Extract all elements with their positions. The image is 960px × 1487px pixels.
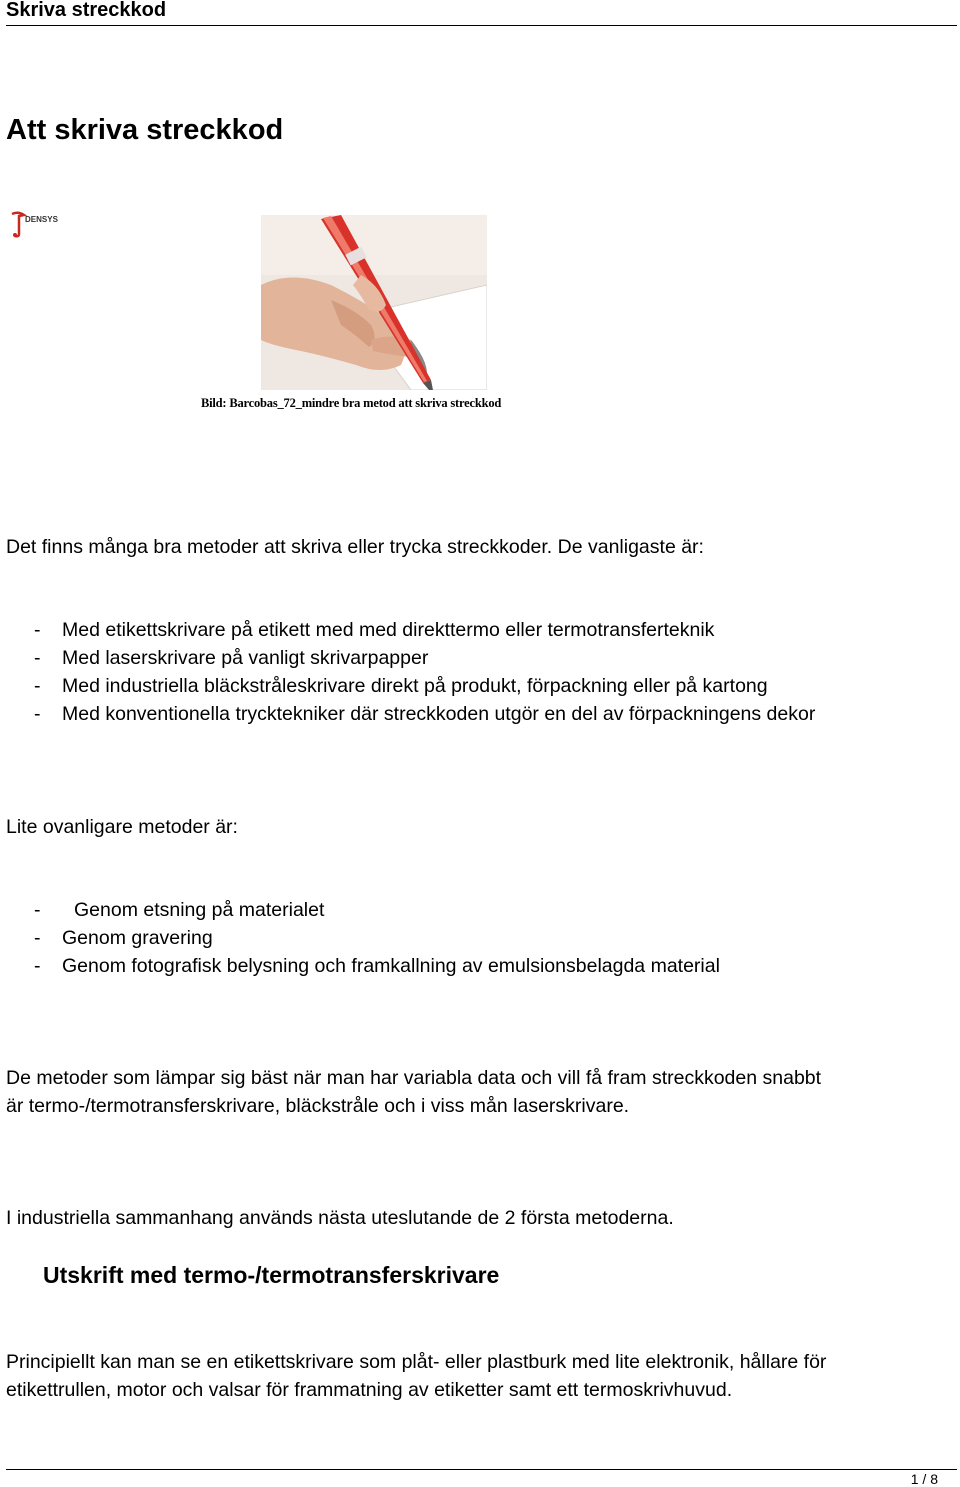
list-item: - Med industriella bläckstråleskrivare direkt på produkt, förpackning eller på kartong	[34, 675, 768, 697]
page-title: Att skriva streckkod	[6, 114, 284, 146]
list-item: - Genom etsning på materialet	[34, 899, 325, 921]
logo-text: DENSYS	[25, 215, 58, 224]
figure-caption: Bild: Barcobas_72_mindre bra metod att skriva streckkod	[201, 396, 502, 410]
less-common-methods-list	[6, 896, 720, 980]
industrial-note: I industriella sammanhang används nästa uteslutande de 2 första metoderna.	[6, 1207, 674, 1229]
section-heading: Utskrift med termo-/termotransferskrivare	[43, 1262, 500, 1288]
best-methods-line-1: De metoder som lämpar sig bäst när man har variabla data och vill få fram streckkoden snabbt	[6, 1067, 822, 1089]
logo-mark-icon	[10, 210, 62, 238]
list-item: - Med etikettskrivare på etikett med med direkttermo eller termotransferteknik	[34, 619, 715, 641]
intro-paragraph: Det finns många bra metoder att skriva eller trycka streckkoder. De vanligaste är:	[6, 536, 704, 558]
list-item: - Med konventionella trycktekniker där streckkoden utgör en del av förpackningens dekor	[34, 703, 816, 725]
section-body-line-2: etikettrullen, motor och valsar för frammatning av etiketter samt ett termoskrivhuvud.	[6, 1379, 733, 1401]
footer-divider	[6, 1469, 957, 1470]
best-methods-line-2: är termo-/termotransferskrivare, bläckstråle och i viss mån laserskrivare.	[6, 1095, 630, 1117]
common-methods-list	[6, 616, 815, 728]
list-item: - Med laserskrivare på vanligt skrivarpapper	[34, 647, 429, 669]
list-item: - Genom gravering	[34, 927, 213, 949]
less-common-intro: Lite ovanligare metoder är:	[6, 816, 238, 838]
header-divider	[6, 25, 957, 26]
densys-logo	[10, 210, 62, 238]
page-number: 1 / 8	[910, 1471, 938, 1487]
list-item: - Genom fotografisk belysning och framkallning av emulsionsbelagda material	[34, 955, 720, 977]
document-header-title: Skriva streckkod	[6, 0, 167, 21]
pen-writing-photo	[261, 215, 487, 390]
section-body-line-1: Principiellt kan man se en etikettskrivare som plåt- eller plastburk med lite elektronik, hållare för	[6, 1351, 827, 1373]
